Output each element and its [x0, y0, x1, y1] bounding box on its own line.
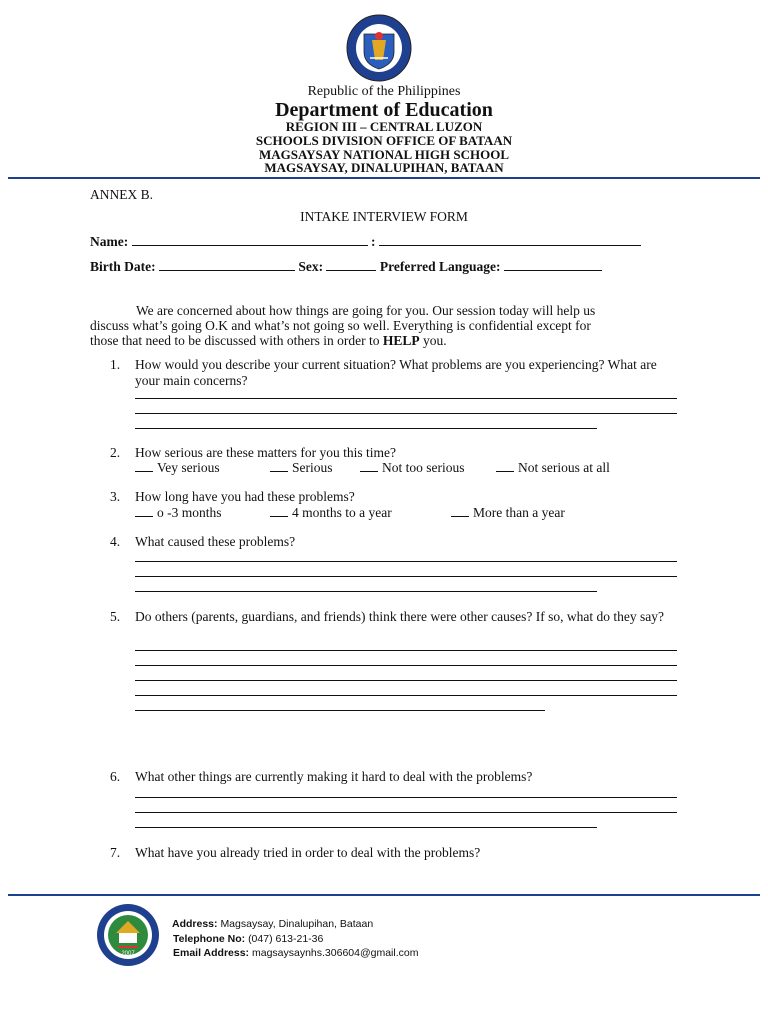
header-divider: [8, 177, 760, 179]
name-field[interactable]: [132, 233, 368, 246]
telephone-label: Telephone No:: [173, 933, 246, 945]
option-very-serious[interactable]: [135, 460, 220, 476]
answer-line[interactable]: [135, 710, 545, 711]
answer-line[interactable]: [135, 812, 677, 813]
option-label: Vey serious: [157, 460, 220, 475]
option-label: Not too serious: [382, 460, 465, 475]
sex-field[interactable]: [326, 258, 376, 271]
name-label: Name:: [90, 234, 129, 249]
footer-email: [173, 946, 418, 961]
school-logo-icon: [96, 903, 160, 967]
answer-line[interactable]: [135, 665, 677, 666]
answer-line[interactable]: [135, 797, 677, 798]
answer-line[interactable]: [135, 398, 677, 399]
annex-label: ANNEX B.: [90, 187, 153, 202]
question-text: How long have you had these problems?: [135, 489, 355, 504]
email-label: Email Address:: [173, 947, 250, 959]
answer-line[interactable]: [135, 591, 597, 592]
address-value: Magsaysay, Dinalupihan, Bataan: [220, 918, 374, 930]
language-field[interactable]: [504, 258, 602, 271]
address-label: Address:: [172, 918, 218, 930]
answer-line[interactable]: [135, 413, 677, 414]
question-text: What have you already tried in order to deal with the problems?: [135, 845, 481, 860]
answer-line[interactable]: [135, 561, 677, 562]
intro-text-end: you.: [419, 333, 447, 348]
footer-divider: [8, 894, 760, 896]
question-text: How would you describe your current situation? What problems are you experiencing? What are your main concerns?: [135, 357, 657, 388]
question-number: 2.: [110, 445, 121, 460]
option-4-months-to-year[interactable]: [270, 505, 392, 521]
option-0-3-months[interactable]: [135, 505, 222, 521]
intro-line-2: discuss what’s going O.K and what’s not going so well. Everything is confidential except for: [90, 318, 591, 333]
answer-line[interactable]: [135, 695, 677, 696]
footer-address: [172, 917, 373, 932]
intro-line-1: We are concerned about how things are going for you. Our session today will help us: [136, 303, 596, 318]
option-not-too-serious[interactable]: [360, 460, 465, 476]
option-label: Serious: [292, 460, 333, 475]
question-text: How serious are these matters for you this time?: [135, 445, 396, 460]
option-label: Not serious at all: [518, 460, 610, 475]
help-emphasis: HELP: [382, 333, 420, 348]
name-field-second[interactable]: [379, 233, 641, 246]
option-serious[interactable]: [270, 460, 333, 476]
division-name: SCHOOLS DIVISION OFFICE OF BATAAN: [255, 133, 513, 148]
name-row: [90, 233, 641, 250]
question-text: What caused these problems?: [135, 534, 296, 549]
email-value[interactable]: magsaysaynhs.306604@gmail.com: [251, 947, 419, 959]
answer-line[interactable]: [135, 428, 597, 429]
telephone-value: (047) 613-21-36: [248, 933, 324, 945]
answer-line[interactable]: [135, 650, 677, 651]
question-number: 5.: [110, 609, 121, 624]
question-number: 7.: [110, 845, 121, 860]
question-text: Do others (parents, guardians, and friends) think there were other causes? If so, what do they say?: [135, 609, 664, 624]
option-label: More than a year: [473, 505, 565, 520]
option-label: o -3 months: [157, 505, 222, 520]
name-separator: :: [370, 234, 376, 249]
answer-line[interactable]: [135, 680, 677, 681]
footer-telephone: [173, 932, 323, 947]
form-title: INTAKE INTERVIEW FORM: [300, 209, 468, 224]
answer-line[interactable]: [135, 576, 677, 577]
sex-label: Sex:: [298, 259, 324, 274]
birth-date-field[interactable]: [159, 258, 295, 271]
birth-date-label: Birth Date:: [90, 259, 156, 274]
option-not-serious-at-all[interactable]: [496, 460, 610, 476]
school-name: MAGSAYSAY NATIONAL HIGH SCHOOL: [258, 147, 510, 162]
school-location: MAGSAYSAY, DINALUPIHAN, BATAAN: [264, 160, 504, 175]
option-label: 4 months to a year: [292, 505, 392, 520]
option-more-than-year[interactable]: [451, 505, 565, 521]
country-name: Republic of the Philippines: [307, 84, 461, 99]
question-number: 4.: [110, 534, 121, 549]
question-number: 3.: [110, 489, 121, 504]
intro-text: those that need to be discussed with others in order to: [90, 333, 383, 348]
department-name: Department of Education: [275, 99, 493, 121]
question-number: 6.: [110, 769, 121, 784]
intro-line-3: [90, 333, 447, 349]
question-number: 1.: [110, 357, 121, 372]
question-text: What other things are currently making it hard to deal with the problems?: [135, 769, 533, 784]
logo-year: 2007: [121, 951, 135, 957]
birth-row: [90, 258, 602, 275]
language-label: Preferred Language:: [379, 259, 501, 274]
region-name: REGION III – CENTRAL LUZON: [285, 119, 483, 134]
deped-seal-icon: [324, 12, 434, 84]
answer-line[interactable]: [135, 827, 597, 828]
